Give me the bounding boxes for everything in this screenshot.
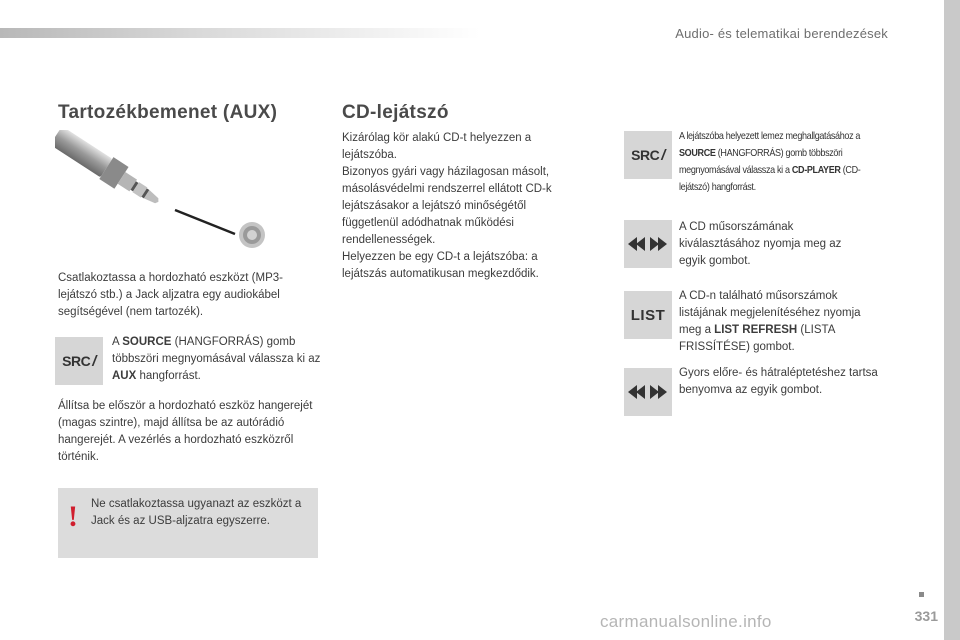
aux-paragraph-volume: Állítsa be először a hordozható eszköz hangerejét (magas szintre), majd állítsa be az autórádió hangerejét. A vezérlés a hordozható eszközről történik.	[58, 400, 313, 463]
page-edge-strip	[944, 0, 960, 640]
cd-src-mid: (HANGFORRÁS) gomb többszöri megnyomásával válassza ki a	[679, 147, 843, 176]
aux-heading: Tartozékbemenet (AUX)	[58, 102, 278, 123]
cd-paragraph-round: Kizárólag kör alakú CD-t helyezzen a lejátszóba.	[342, 132, 532, 161]
warning-exclamation-icon: !	[68, 500, 78, 533]
cd-list-refresh-text	[679, 288, 879, 356]
src-slash-cd: /	[661, 146, 665, 164]
src-button-key-cd	[624, 131, 672, 179]
page-marker-dot	[919, 592, 924, 597]
page-number: 331	[914, 608, 938, 624]
cd-src-post: (CD-lejátszó) hangforrást.	[679, 164, 861, 193]
cd-src-player: CD-PLAYER	[791, 164, 841, 176]
src-text: SRC	[62, 353, 91, 369]
page-header-title: Audio- és telematikai berendezések	[675, 26, 888, 41]
list-button-key	[624, 291, 672, 339]
track-select-key	[624, 220, 672, 268]
cd-list-post: (LISTA FRISSÍTÉSE) gombot.	[679, 324, 835, 353]
cd-paragraph-insert: Helyezzen be egy CD-t a lejátszóba: a lejátszás automatikusan megkezdődik.	[342, 251, 539, 280]
cd-list-bold: LIST REFRESH	[714, 324, 798, 336]
cd-src-bold: SOURCE	[679, 147, 716, 159]
cd-paragraph-block	[342, 130, 574, 283]
aux-paragraph-source	[112, 334, 322, 385]
aux-source-aux: AUX	[112, 370, 137, 382]
cd-paragraph-protection: Bizonyos gyári vagy házilagosan másolt, másolásvédelmi rendszerrel ellátott CD-k lejátszásakor a lejátszó minőségétől függetlenül adódhatnak működési rendellenességek.	[342, 166, 552, 246]
aux-paragraph-connect: Csatlakoztassa a hordozható eszközt (MP3-lejátszó stb.) a Jack aljzatra egy audiokábel segítségével (nem tartozék).	[58, 272, 283, 318]
watermark-text: carmanualsonline.info	[600, 612, 772, 631]
src-key-label-cd	[631, 147, 665, 164]
aux-source-post: hangforrást.	[136, 370, 201, 382]
warning-text: Ne csatlakoztassa ugyanazt az eszközt a Jack és az USB-aljzatra egyszerre.	[91, 498, 302, 527]
list-key-label: LIST	[630, 306, 666, 324]
src-button-key-aux	[55, 337, 103, 385]
cd-src-pre: A lejátszóba helyezett lemez meghallgatásához a	[679, 130, 861, 142]
src-text-cd: SRC	[631, 147, 660, 163]
aux-source-mid: (HANGFORRÁS) gomb többszöri megnyomásával válassza ki az	[112, 336, 321, 365]
fast-seek-key	[624, 368, 672, 416]
cd-track-select-text: A CD műsorszámának kiválasztásához nyomja meg az egyik gombot.	[679, 221, 842, 267]
aux-source-bold: SOURCE	[122, 336, 172, 348]
fast-forward-rewind-icon	[626, 383, 670, 401]
src-key-label	[62, 353, 96, 370]
warning-box	[58, 488, 318, 558]
jack-cable-illustration	[55, 130, 270, 250]
rewind-forward-icon	[626, 235, 670, 253]
cd-fast-seek-text: Gyors előre- és hátraléptetéshez tartsa benyomva az egyik gombot.	[679, 367, 878, 396]
cd-list-pre: A CD-n található műsorszámok listájának megjelenítéséhez nyomja meg a	[679, 290, 861, 336]
cd-heading: CD-lejátszó	[342, 102, 449, 123]
src-slash: /	[92, 352, 96, 370]
header-bar	[0, 28, 480, 38]
cd-source-instruction	[679, 128, 879, 196]
aux-source-pre: A	[112, 336, 123, 348]
